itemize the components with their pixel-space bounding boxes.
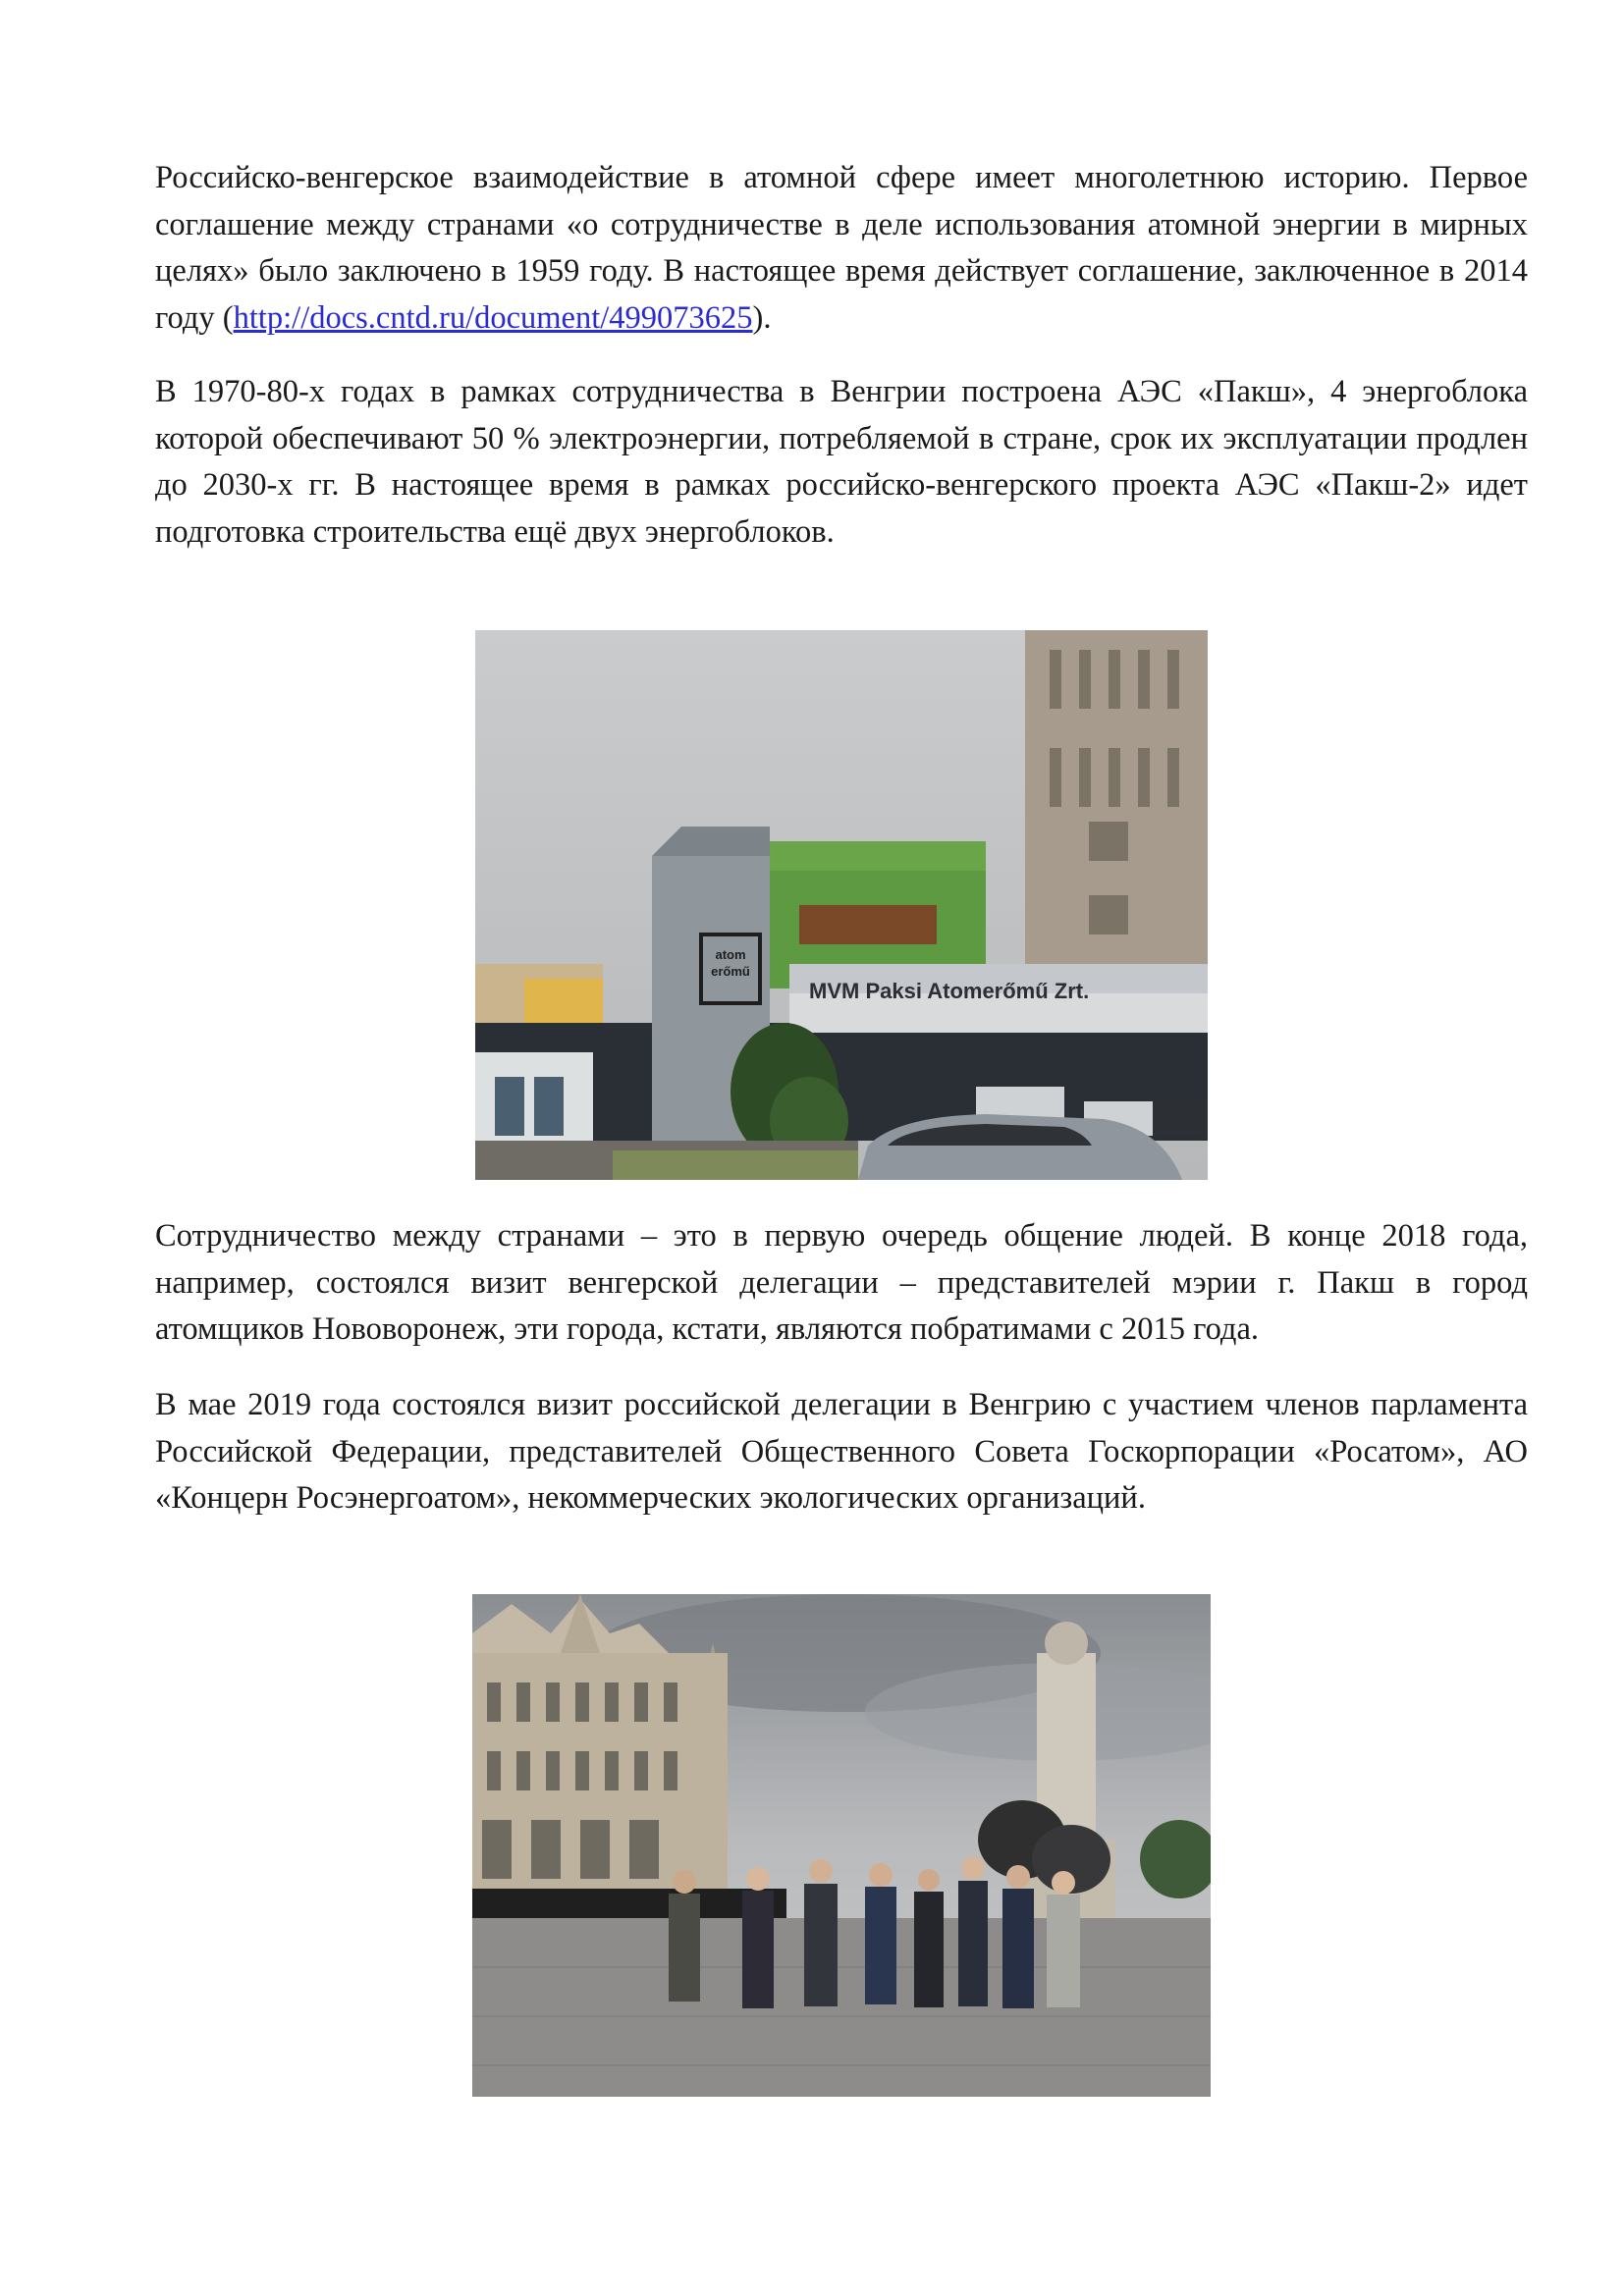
delegation-photo-image	[472, 1594, 1211, 2097]
paragraph-delegation-visit: В мае 2019 года состоялся визит российской делегации в Венгрию с участием членов парламента Российской Федерации, представителей Общественного Совета Госкорпорации «Росатом», АО «Концерн Росэнергоатом», некоммерческих экологических организаций.	[155, 1387, 1528, 1516]
paragraph-history-text: Российско-венгерское взаимодействие в атомной сфере имеет многолетнюю историю. Первое соглашение между странами «о сотрудничестве в деле использования атомной энергии в мирных целях» было заключено в 1959 году. В настоящее время действует соглашение, заключенное в 2014 году (	[155, 160, 1528, 336]
paragraph-history	[155, 155, 1528, 342]
paks-npp-photo-image	[475, 630, 1208, 1180]
delegation-photo	[472, 1594, 1211, 2097]
logo-line-2: erőmű	[711, 964, 750, 979]
paks-npp-photo	[475, 630, 1208, 1180]
logo-line-1: atom	[715, 947, 746, 962]
agreement-link[interactable]: http://docs.cntd.ru/document/499073625	[233, 299, 753, 336]
paragraph-history-end: ).	[752, 299, 772, 336]
paragraph-people-contacts: Сотрудничество между странами – это в первую очередь общение людей. В конце 2018 года, например, состоялся визит венгерской делегации – представителей мэрии г. Пакш в город атомщиков Нововоронеж, эти города, кстати, являются побратимами с 2015 года.	[155, 1218, 1528, 1347]
paragraph-paks-npp: В 1970-80-х годах в рамках сотрудничества в Венгрии построена АЭС «Пакш», 4 энергоблока которой обеспечивают 50 % электроэнергии, потребляемой в стране, срок их эксплуатации продлен до 2030-х гг. В настоящее время в рамках российско-венгерского проекта АЭС «Пакш-2» идет подготовка строительства ещё двух энергоблоков.	[155, 374, 1528, 550]
sign-text: MVM Paksi Atomerőmű Zrt.	[809, 979, 1090, 1003]
